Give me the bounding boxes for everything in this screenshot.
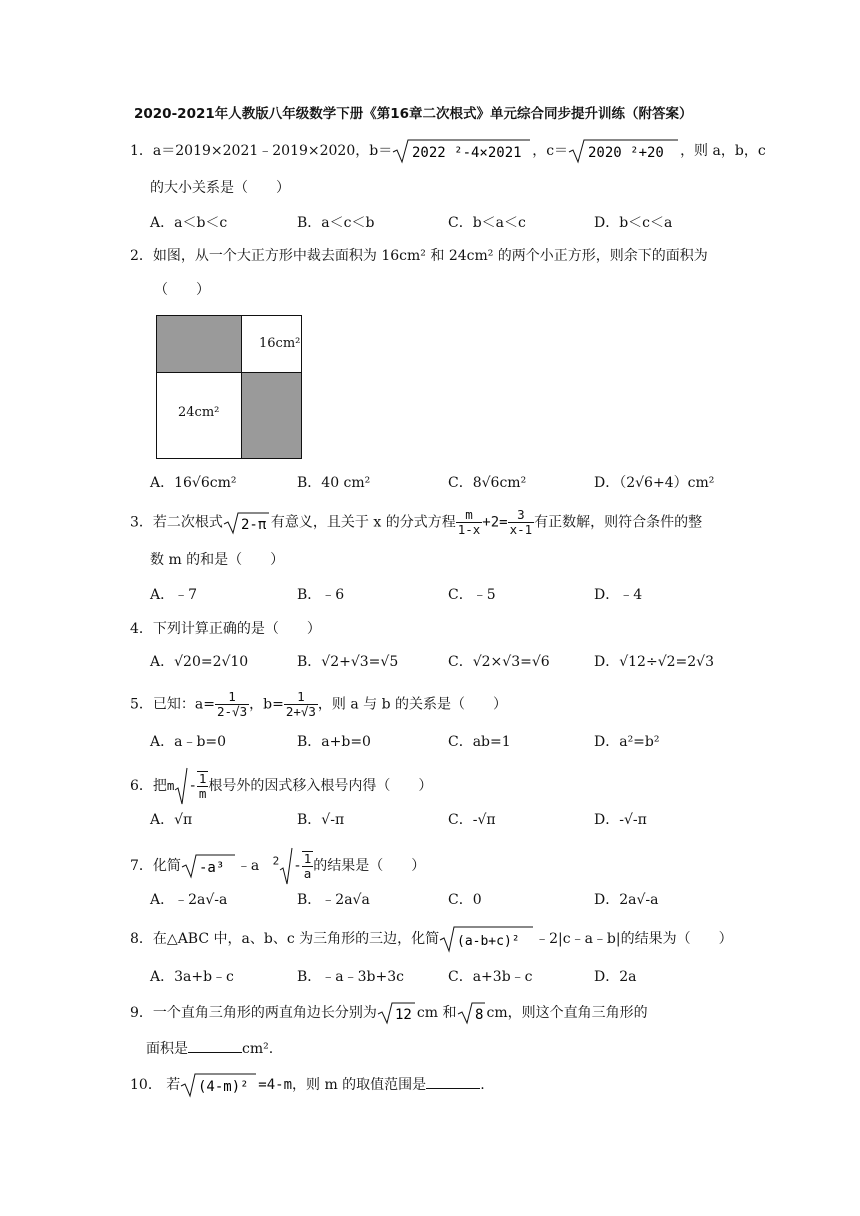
q5-fraction-a (215, 690, 249, 719)
question-5 (130, 690, 507, 719)
q1-c-radical (568, 138, 680, 164)
q10-prefix: 若 (166, 1077, 181, 1093)
question-1 (130, 138, 766, 164)
question-4 (130, 619, 321, 639)
small-square-label: 16cm² (259, 336, 301, 351)
q8-option-b[interactable]: B．﹣a﹣3b+3c (297, 969, 404, 985)
numerator: m (456, 508, 483, 523)
q1-option-d[interactable]: D．b＜c＜a (594, 215, 673, 231)
q9-radical-1 (377, 1001, 417, 1025)
small-square (242, 316, 301, 373)
q6-minus: - (188, 778, 197, 794)
q3-tail: 有正数解，则符合条件的整 (534, 514, 703, 531)
numerator: 1 (284, 690, 318, 705)
question-number: 2． (130, 248, 153, 264)
q7-fraction (302, 851, 314, 881)
denominator: 2+√3 (285, 704, 316, 719)
q5-option-d[interactable]: D．a²=b² (594, 734, 660, 750)
q7-option-b[interactable]: B．﹣2a√a (297, 892, 370, 908)
q8-radicand: (a-b+c)² (457, 934, 520, 949)
q9-line2-suffix: cm². (242, 1041, 274, 1057)
q9-answer-blank[interactable] (188, 1038, 242, 1053)
question-9 (130, 1001, 648, 1025)
q3-option-a[interactable]: A．﹣7 (150, 587, 198, 603)
question-number: 1． (130, 143, 153, 159)
q2-option-c[interactable]: C．8√6cm² (448, 475, 527, 491)
question-8 (130, 925, 733, 953)
q3-prefix: 若二次根式 (152, 514, 223, 531)
q7-prefix: 化简 (152, 858, 181, 874)
numerator: 1 (303, 851, 312, 866)
q4-option-b[interactable]: B．√2+√3=√5 (297, 654, 399, 670)
question-number: 3． (130, 514, 153, 531)
page-title: 2020-2021年人教版八年级数学下册《第16章二次根式》单元综合同步提升训练（附答案） (134, 106, 693, 122)
q6-option-d[interactable]: D．-√-π (594, 812, 647, 828)
q8-tail: ﹣2|c﹣a﹣b|的结果为（ ） (535, 931, 733, 947)
q2-option-a[interactable]: A．16√6cm² (150, 475, 237, 491)
denominator: 2-√3 (217, 704, 248, 719)
q3-radicand: 2-π (240, 516, 267, 533)
q3-fraction-2 (508, 508, 535, 537)
q1-a-definition: a＝2019×2021﹣2019×2020， (152, 143, 370, 159)
q9-radicand-2: 8 (474, 1007, 483, 1023)
q3-plus: +2= (482, 514, 508, 531)
q1-c-radicand: 2020 ²+20 (588, 145, 664, 161)
denominator: m (198, 786, 207, 801)
q9-line2 (146, 1038, 273, 1059)
q9-mid: cm 和 (416, 1005, 457, 1021)
q5-prefix: 已知：a= (152, 696, 215, 713)
question-3 (130, 508, 702, 537)
shaded-rect-top-left (157, 316, 242, 373)
question-number: 7． (130, 858, 153, 874)
q6-prefix: 把 (152, 778, 167, 794)
q1-b-radical (392, 138, 532, 164)
question-number: 6． (130, 778, 153, 794)
q2-line2: （ ） (154, 282, 210, 298)
large-square-label: 24cm² (178, 405, 220, 420)
q3-radical (223, 511, 271, 535)
question-7 (130, 846, 425, 886)
denominator: a (303, 866, 312, 881)
question-2 (130, 246, 708, 266)
q4-option-d[interactable]: D．√12÷√2=2√3 (594, 654, 714, 670)
q9-radicand-1: 12 (394, 1007, 412, 1023)
q8-prefix: 在△ABC 中，a、b、c 为三角形的三边，化简 (152, 931, 440, 947)
q3-mid: 有意义，且关于 x 的分式方程 (270, 514, 456, 531)
question-number: 9． (130, 1005, 153, 1021)
q6-outer-factor: m (166, 778, 175, 793)
q10-answer-blank[interactable] (426, 1074, 480, 1089)
numerator: 1 (198, 771, 207, 786)
question-6 (130, 766, 432, 806)
q10-radical (180, 1072, 258, 1098)
numerator: 1 (215, 690, 249, 705)
q7-minus: - (293, 858, 302, 874)
q1-c-prefix: ，c＝ (532, 143, 569, 159)
q9-line2-prefix: 面积是 (146, 1041, 188, 1057)
shaded-rect-bottom-right (242, 373, 301, 458)
q6-option-c[interactable]: C．-√π (448, 812, 496, 828)
q5-option-b[interactable]: B．a+b=0 (297, 734, 371, 750)
q7-tail: 的结果是（ ） (313, 858, 426, 874)
q7-radical-sign (279, 846, 293, 886)
q7-option-a[interactable]: A．﹣2a√-a (150, 892, 228, 908)
q9-prefix: 一个直角三角形的两直角边长分别为 (152, 1005, 377, 1021)
q3-line2: 数 m 的和是（ ） (150, 552, 285, 568)
q1-option-b[interactable]: B．a＜c＜b (297, 215, 375, 231)
q7-option-d[interactable]: D．2a√-a (594, 892, 659, 908)
q2-square-figure (156, 315, 302, 459)
question-10 (130, 1072, 485, 1098)
q4-option-c[interactable]: C．√2×√3=√6 (448, 654, 550, 670)
q5-mid: ，b= (249, 696, 284, 713)
q10-radicand: (4-m)² (198, 1079, 249, 1095)
q2-stem: 如图，从一个大正方形中裁去面积为 16cm² 和 24cm² 的两个小正方形，则余下的面积为 (152, 248, 708, 264)
q1-option-a[interactable]: A．a＜b＜c (150, 215, 228, 231)
q7-radical-1 (181, 853, 237, 879)
q5-fraction-b (284, 690, 318, 719)
q5-tail: ，则 a 与 b 的关系是（ ） (317, 696, 508, 713)
q1-tail: ，则 a，b，c (680, 143, 766, 159)
q2-option-d[interactable]: D．（2√6+4）cm² (594, 475, 715, 491)
q4-stem: 下列计算正确的是（ ） (152, 621, 321, 637)
q7-radicand-1: -a³ (198, 860, 225, 876)
question-number: 8． (130, 931, 153, 947)
q2-option-b[interactable]: B．40 cm² (297, 475, 371, 491)
q6-option-b[interactable]: B．√-π (297, 812, 345, 828)
q9-tail: cm，则这个直角三角形的 (486, 1005, 648, 1021)
q1-b-prefix: b＝ (369, 143, 393, 159)
q8-option-a[interactable]: A．3a+b﹣c (150, 969, 234, 985)
q8-radical (439, 925, 535, 953)
q8-option-d[interactable]: D．2a (594, 969, 637, 985)
q5-option-a[interactable]: A．a﹣b=0 (150, 734, 227, 750)
q3-fraction-1 (456, 508, 483, 537)
q3-option-d[interactable]: D．﹣4 (594, 587, 643, 603)
q8-option-c[interactable]: C．a+3b﹣c (448, 969, 533, 985)
question-number: 4． (130, 621, 153, 637)
q10-tail: ，则 m 的取值范围是 (292, 1077, 427, 1093)
question-number: 5． (130, 696, 153, 713)
denominator: 1-x (457, 522, 481, 537)
question-number: 10． (130, 1077, 162, 1093)
q6-tail: 根号外的因式移入根号内得（ ） (208, 778, 433, 794)
q6-radical-sign (174, 766, 188, 806)
q3-option-b[interactable]: B．﹣6 (297, 587, 345, 603)
numerator: 3 (508, 508, 535, 523)
q9-radical-2 (457, 1001, 487, 1025)
q10-end: . (480, 1077, 485, 1093)
q3-option-c[interactable]: C．﹣5 (448, 587, 496, 603)
q1-line2: 的大小关系是（ ） (150, 180, 290, 196)
q1-b-radicand: 2022 ²-4×2021 (412, 145, 522, 161)
q10-equals: =4-m (258, 1077, 292, 1093)
q7-option-c[interactable]: C．0 (448, 892, 482, 908)
large-square (157, 373, 242, 458)
q7-mid: ﹣a (236, 858, 260, 874)
q5-option-c[interactable]: C．ab=1 (448, 734, 511, 750)
q1-option-c[interactable]: C．b＜a＜c (448, 215, 526, 231)
q6-option-a[interactable]: A．√π (150, 812, 193, 828)
q6-fraction (197, 771, 209, 801)
denominator: x-1 (509, 522, 533, 537)
q7-index: 2 (272, 854, 280, 868)
q4-option-a[interactable]: A．√20=2√10 (150, 654, 249, 670)
